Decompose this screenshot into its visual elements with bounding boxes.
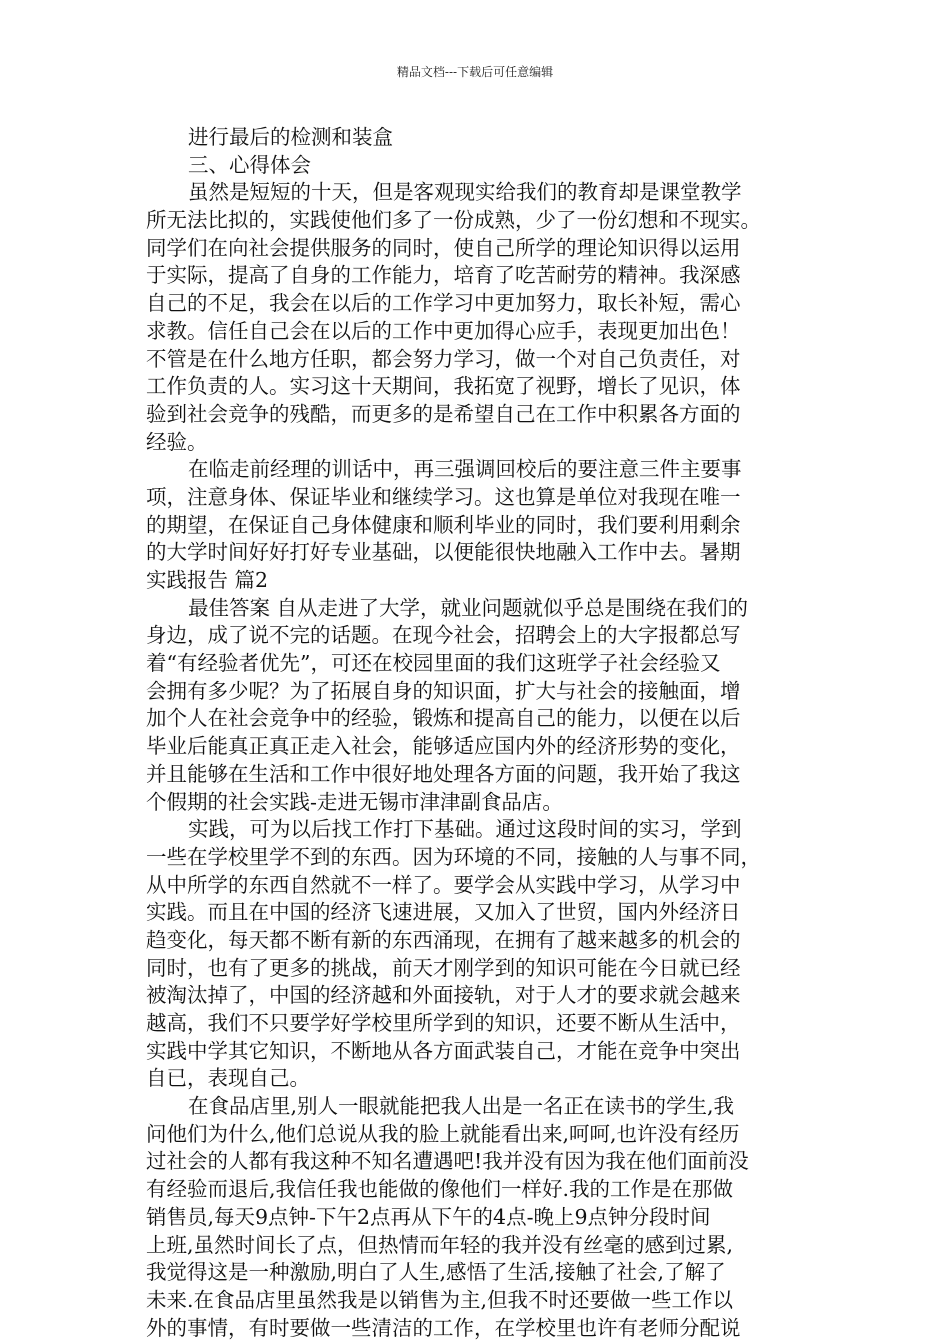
text-line: 实践，可为以后找工作打下基础。通过这段时间的实习，学到: [188, 817, 742, 842]
text-line: 不管是在什么地方任职，都会努力学习，做一个对自己负责任，对: [146, 346, 741, 371]
text-line: 身边，成了说不完的话题。在现今社会，招聘会上的大字报都总写: [146, 623, 741, 648]
text-line: 同学们在向社会提供服务的同时，使自己所学的理论知识得以运用: [146, 235, 741, 260]
text-line: 在食品店里,别人一眼就能把我人出是一名正在读书的学生,我: [188, 1094, 735, 1119]
text-line: 进行最后的检测和装盒: [188, 125, 393, 149]
text-line: 经验。: [146, 429, 208, 454]
text-line: 于实际，提高了自身的工作能力，培育了吃苦耐劳的精神。我深感: [146, 263, 741, 288]
text-line: 求教。信任自己会在以后的工作中更加得心应手，表现更加出色！: [146, 318, 741, 343]
text-line: 我觉得这是一种激励,明白了人生,感悟了生活,接触了社会,了解了: [146, 1260, 726, 1285]
text-line: 项，注意身体、保证毕业和继续学习。这也算是单位对我现在唯一: [146, 484, 741, 509]
document-body: [146, 124, 818, 1342]
text-line: 在临走前经理的训话中，再三强调回校后的要注意三件主要事: [188, 457, 742, 482]
text-line: 的期望，在保证自己身体健康和顺利毕业的同时，我们要利用剩余: [146, 512, 741, 537]
text-line: 最佳答案 自从走进了大学，就业问题就似乎总是围绕在我们的: [188, 595, 749, 620]
text-line: 的大学时间好好打好专业基础，以便能很快地融入工作中去。暑期: [146, 540, 741, 565]
text-line: 同时，也有了更多的挑战，前天才刚学到的知识可能在今日就已经: [146, 955, 741, 980]
text-line: 自己的不足，我会在以后的工作学习中更加努力，取长补短，需心: [146, 291, 741, 316]
text-line: 着“有经验者优先”，可还在校园里面的我们这班学子社会经验又: [146, 651, 721, 676]
text-line: 未来.在食品店里虽然我是以销售为主,但我不时还要做一些工作以: [146, 1287, 734, 1312]
text-line: 虽然是短短的十天，但是客观现实给我们的教育却是课堂教学: [188, 180, 742, 205]
text-line: 实践中学其它知识，不断地从各方面武装自己，才能在竞争中突出: [146, 1038, 741, 1063]
text-line: 过社会的人都有我这种不知名遭遇吧!我并没有因为我在他们面前没: [146, 1149, 749, 1174]
text-line: 三、心得体会: [188, 152, 311, 177]
text-line: 工作负责的人。实习这十天期间，我拓宽了视野，增长了见识，体: [146, 374, 741, 399]
text-line: 问他们为什么,他们总说从我的脸上就能看出来,呵呵,也许没有经历: [146, 1121, 740, 1146]
text-line: 上班,虽然时间长了点，但热情而年轻的我并没有丝毫的感到过累,: [146, 1232, 734, 1257]
text-line: 验到社会竞争的残酷，而更多的是希望自己在工作中积累各方面的: [146, 401, 741, 426]
text-line: 一些在学校里学不到的东西。因为环境的不同，接触的人与事不同，: [146, 844, 761, 869]
text-line: 所无法比拟的，实践使他们多了一份成熟，少了一份幻想和不现实。: [146, 208, 761, 233]
text-line: 外的事情，有时要做一些清洁的工作，在学校里也许有老师分配说: [146, 1315, 741, 1340]
text-line: 从中所学的东西自然就不一样了。要学会从实践中学习，从学习中: [146, 872, 741, 897]
text-line: 实践报告 篇2: [146, 568, 269, 592]
text-line: 并且能够在生活和工作中很好地处理各方面的问题，我开始了我这: [146, 761, 741, 786]
text-line: 销售员,每天9点钟-下午2点再从下午的4点-晚上9点钟分段时间: [146, 1204, 711, 1229]
text-line: 实践。而且在中国的经济飞速进展，又加入了世贸，国内外经济日: [146, 900, 741, 925]
text-line: 越高，我们不只要学好学校里所学到的知识，还要不断从生活中，: [146, 1011, 741, 1035]
text-line: 会拥有多少呢？为了拓展自身的知识面，扩大与社会的接触面，增: [146, 678, 741, 703]
text-line: 自已，表现自己。: [146, 1066, 310, 1091]
text-line: 毕业后能真正真正走入社会，能够适应国内外的经济形势的变化，: [146, 734, 741, 759]
page-header: 精品文档---下载后可任意编辑: [396, 65, 554, 79]
text-line: 被淘汰掉了，中国的经济越和外面接轨，对于人才的要求就会越来: [146, 983, 741, 1008]
text-line: 趋变化，每天都不断有新的东西涌现，在拥有了越来越多的机会的: [146, 927, 741, 952]
text-line: 个假期的社会实践-走进无锡市津津副食品店。: [146, 789, 563, 814]
text-line: 有经验而退后,我信任我也能做的像他们一样好.我的工作是在那做: [146, 1177, 734, 1202]
text-line: 加个人在社会竞争中的经验，锻炼和提高自己的能力，以便在以后: [146, 706, 741, 731]
